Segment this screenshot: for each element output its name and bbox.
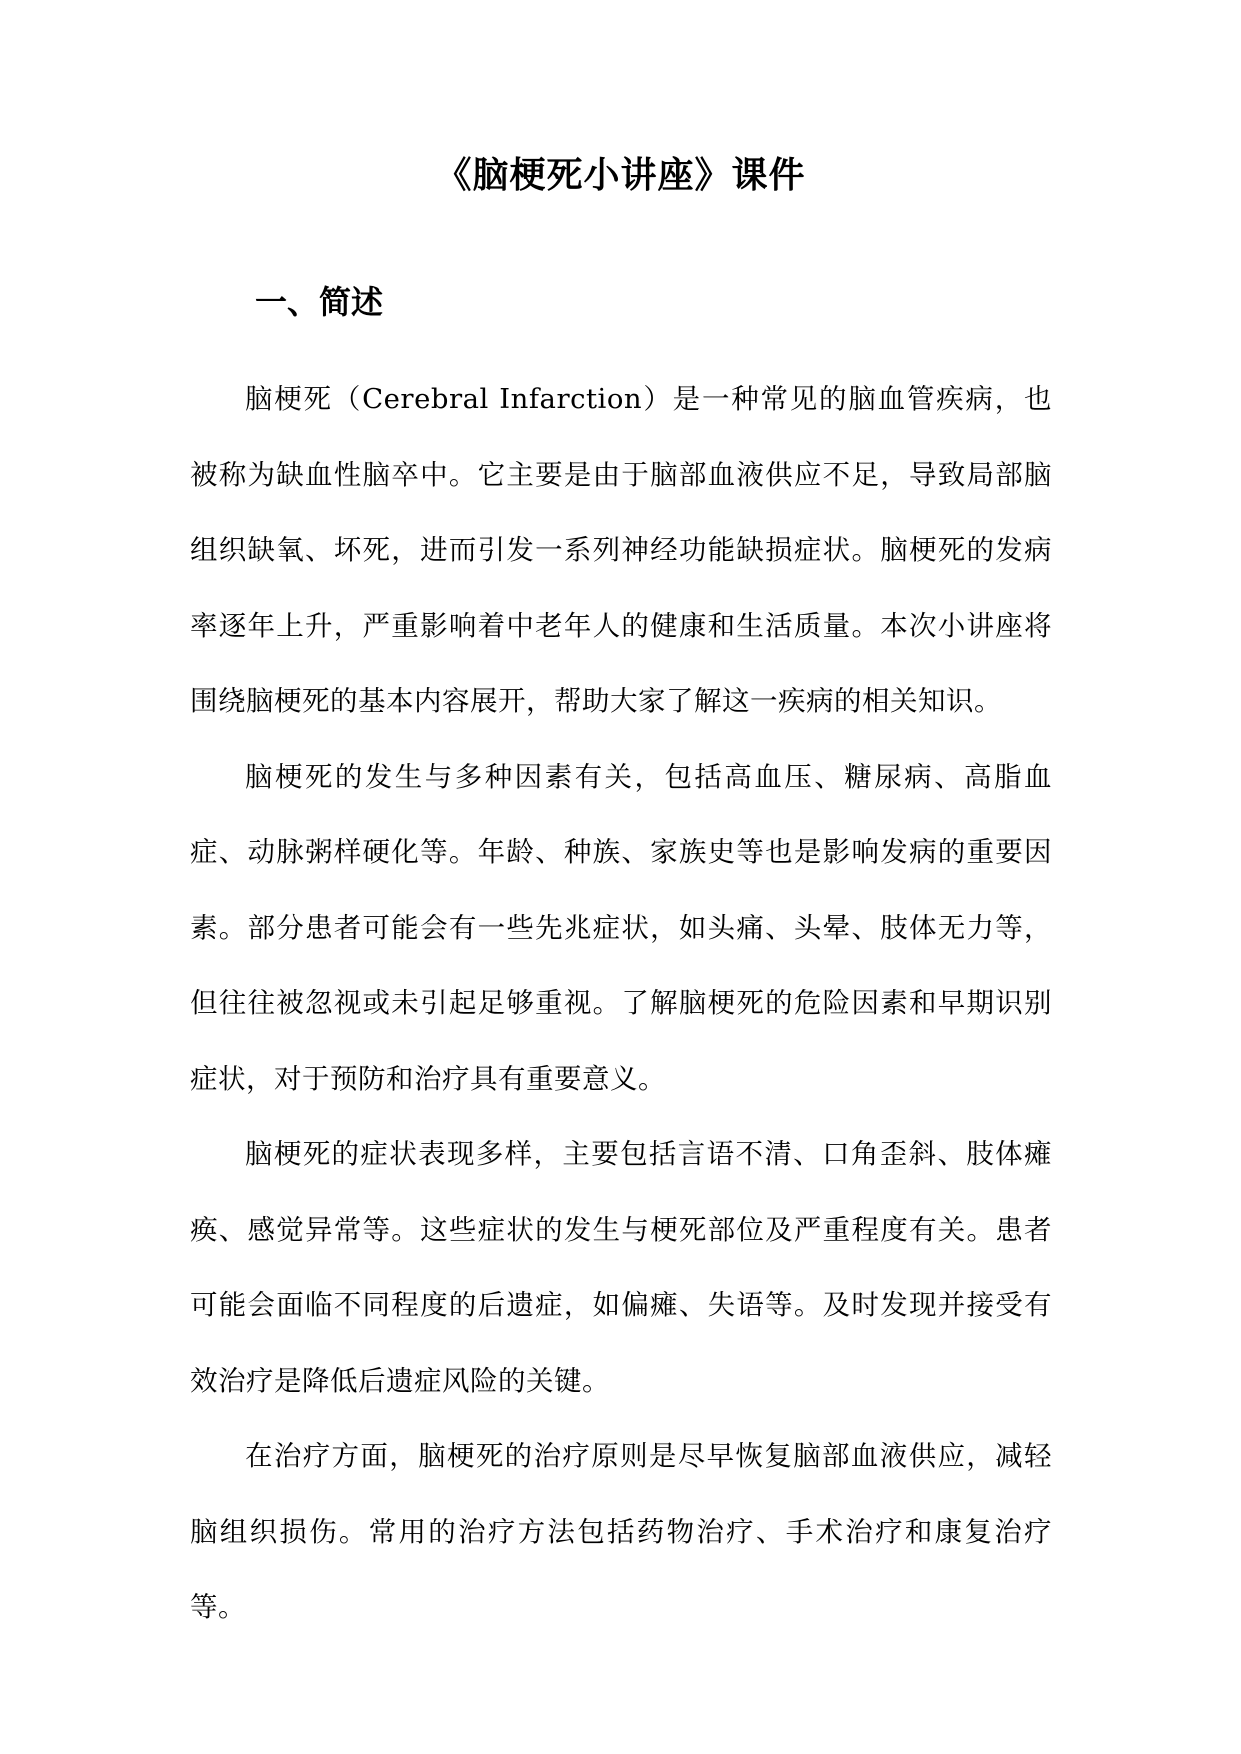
paragraph: 在治疗方面，脑梗死的治疗原则是尽早恢复脑部血液供应，减轻脑组织损伤。常用的治疗方法包括药物治疗、手术治疗和康复治疗等。: [190, 1440, 1052, 1623]
document-body: [190, 362, 1052, 1646]
section-heading: 一、简述: [255, 283, 384, 321]
paragraph: 脑梗死的发生与多种因素有关，包括高血压、糖尿病、高脂血症、动脉粥样硬化等。年龄、种族、家族史等也是影响发病的重要因素。部分患者可能会有一些先兆症状，如头痛、头晕、肢体无力等，但往往被忽视或未引起足够重视。了解脑梗死的危险因素和早期识别症状，对于预防和治疗具有重要意义。: [190, 760, 1052, 1095]
document-title: 《脑梗死小讲座》课件: [435, 154, 806, 196]
paragraph: 脑梗死的症状表现多样，主要包括言语不清、口角歪斜、肢体瘫痪、感觉异常等。这些症状的发生与梗死部位及严重程度有关。患者可能会面临不同程度的后遗症，如偏瘫、失语等。及时发现并接受有效治疗是降低后遗症风险的关键。: [190, 1138, 1052, 1397]
paragraph: 脑梗死（Cerebral Infarction）是一种常见的脑血管疾病，也被称为缺血性脑卒中。它主要是由于脑部血液供应不足，导致局部脑组织缺氧、坏死，进而引发一系列神经功能缺损症状。脑梗死的发病率逐年上升，严重影响着中老年人的健康和生活质量。本次小讲座将围绕脑梗死的基本内容展开，帮助大家了解这一疾病的相关知识。: [190, 383, 1052, 717]
